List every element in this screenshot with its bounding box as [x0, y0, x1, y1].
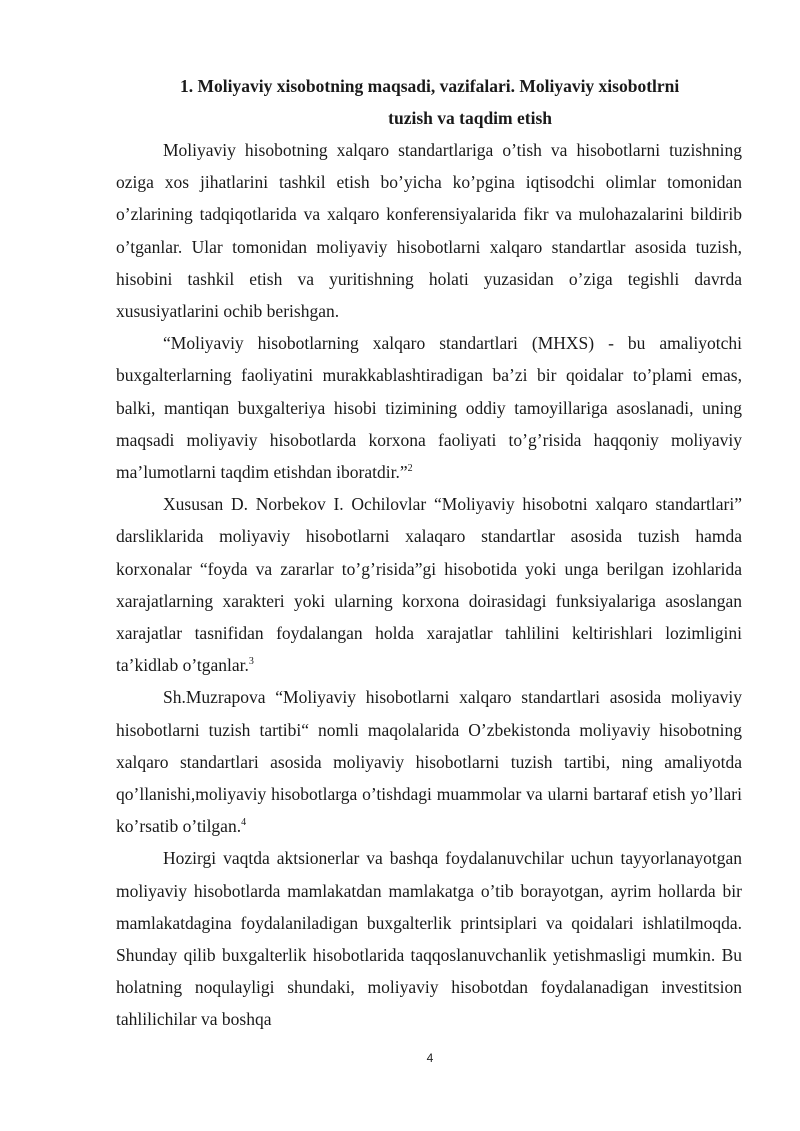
paragraph-1 [116, 134, 742, 327]
paragraph-3 [116, 488, 742, 681]
paragraph-2 [116, 327, 742, 488]
document-page [116, 70, 742, 1036]
footnote-reference[interactable]: 3 [248, 656, 254, 668]
footnote-reference[interactable]: 2 [407, 463, 413, 475]
paragraph-5 [116, 842, 742, 1035]
heading-line-2: tuzish va taqdim etish [388, 108, 552, 128]
footnote-reference[interactable]: 4 [241, 817, 247, 829]
paragraph-4 [116, 681, 742, 842]
heading-line-1: 1. Moliyaviy xisobotning maqsadi, vazifalari. Moliyaviy xisobotlrni [180, 76, 680, 96]
paragraph-text: Moliyaviy hisobotning xalqaro standartlariga o’tish va hisobotlarni tuzishning oziga xos jihatlarini tashkil etish bo’yicha ko’pgina iqtisodchi olimlar tomonidan o’zlarining tadqiqotlarida va xalqaro konferensiyalarida fikr va mulohazalarini bildirib o’tganlar. Ular tomonidan moliyaviy hisobotlarni xalqaro standartlar asosida tuzish, hisobini tashkil etish va yuritishning holati yuzasidan o’ziga tegishli davrda xususiyatlarini ochib berishgan. [116, 140, 742, 322]
page-number: 4 [426, 1051, 434, 1065]
paragraph-text: “Moliyaviy hisobotlarning xalqaro standartlari (MHXS) - bu amaliyotchi buxgalterlarning faoliyatini murakkablashtiradigan ba’zi bir qoidalar to’plami emas, balki, mantiqan buxgalteriya hisobi tizimining oddiy tamoyillariga asoslanadi, uning maqsadi moliyaviy hisobotlarda korxona faoliyati to’g’risida haqqoniy moliyaviy ma’lumotlarni taqdim etishdan iboratdir.” [116, 333, 742, 483]
section-heading [116, 70, 742, 134]
paragraph-text: Hozirgi vaqtda aktsionerlar va bashqa foydalanuvchilar uchun tayyorlanayotgan moliyaviy hisobotlarda mamlakatdan mamlakatga o’tib borayotgan, ayrim hollarda bir mamlakatdagina foydalaniladigan buxgalterlik printsiplari va qoidalari ishlatilmoqda. Shunday qilib buxgalterlik hisobotlarida taqqoslanuvchanlik yetishmasligi mumkin. Bu holatning noqulayligi shundaki, moliyaviy hisobotdan foydalanadigan investitsion tahlilichilar va boshqa [116, 848, 742, 1030]
paragraph-text: Xususan D. Norbekov I. Ochilovlar “Moliyaviy hisobotni xalqaro standartlari” darsliklarida moliyaviy hisobotlarni xalaqaro standartlar asosida tuzish hamda korxonalar “foyda va zararlar to’g’risida”gi hisobotida yoki unga berilgan izohlarida xarajatlarning xarakteri yoki ularning korxona doirasidagi funksiyalariga asoslangan xarajatlar tasnifidan foydalangan holda xarajatlar tahlilini keltirishlari lozimligini ta’kidlab o’tganlar. [116, 494, 742, 676]
paragraph-text: Sh.Muzrapova “Moliyaviy hisobotlarni xalqaro standartlari asosida moliyaviy hisobotlarni tuzish tartibi“ nomli maqolalarida O’zbekistonda moliyaviy hisobotning xalqaro standartlari asosida moliyaviy hisobotlarni tuzish tartibi, ning amaliyotda qo’llanishi,moliyaviy hisobotlarga o’tishdagi muammolar va ularni bartaraf etish yo’llari ko’rsatib o’tilgan. [116, 687, 742, 837]
